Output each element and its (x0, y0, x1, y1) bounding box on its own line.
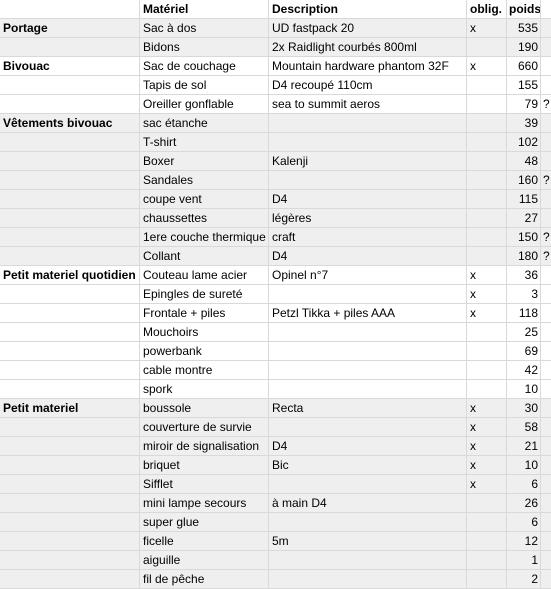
poids-cell[interactable]: 3 (506, 285, 540, 303)
poids-cell[interactable]: 6 (506, 513, 540, 531)
table-row (0, 304, 551, 323)
category-cell[interactable] (0, 38, 138, 56)
category-cell[interactable] (0, 513, 138, 531)
poids-cell[interactable]: 190 (506, 38, 540, 56)
description-cell[interactable] (268, 551, 466, 569)
table-row (0, 342, 551, 361)
description-cell[interactable]: craft (268, 228, 466, 246)
materiel-cell[interactable]: cable montre (139, 361, 268, 379)
materiel-cell[interactable]: powerbank (139, 342, 268, 360)
description-cell[interactable] (268, 475, 466, 493)
materiel-cell[interactable]: Frontale + piles (139, 304, 268, 322)
category-cell[interactable] (0, 95, 138, 113)
header-materiel-cell[interactable]: Matériel (139, 0, 268, 18)
category-cell[interactable] (0, 285, 138, 303)
poids-cell[interactable]: 12 (506, 532, 540, 550)
category-cell[interactable] (0, 361, 138, 379)
note-cell[interactable] (540, 190, 551, 208)
note-cell[interactable] (540, 494, 551, 512)
description-cell[interactable] (268, 513, 466, 531)
materiel-cell[interactable]: fil de pêche (139, 570, 268, 588)
note-cell[interactable]: ? (540, 247, 551, 265)
table-row (0, 494, 551, 513)
materiel-cell[interactable]: mini lampe secours (139, 494, 268, 512)
category-cell[interactable] (0, 380, 138, 398)
note-cell[interactable] (540, 323, 551, 341)
category-cell[interactable] (0, 342, 138, 360)
description-cell[interactable]: D4 (268, 247, 466, 265)
description-cell[interactable]: sea to summit aeros (268, 95, 466, 113)
header-row (0, 0, 551, 19)
category-cell[interactable] (0, 133, 138, 151)
description-cell[interactable]: légères (268, 209, 466, 227)
poids-cell[interactable]: 10 (506, 456, 540, 474)
note-cell[interactable] (540, 361, 551, 379)
poids-cell[interactable]: 30 (506, 399, 540, 417)
category-cell[interactable] (0, 475, 138, 493)
note-cell[interactable] (540, 19, 551, 37)
note-cell[interactable] (540, 380, 551, 398)
poids-cell[interactable]: 660 (506, 57, 540, 75)
note-cell[interactable] (540, 437, 551, 455)
materiel-cell[interactable]: miroir de signalisation (139, 437, 268, 455)
materiel-cell[interactable]: spork (139, 380, 268, 398)
materiel-cell[interactable]: Sac à dos (139, 19, 268, 37)
table-row (0, 247, 551, 266)
category-cell[interactable] (0, 456, 138, 474)
materiel-cell[interactable]: chaussettes (139, 209, 268, 227)
materiel-cell[interactable]: Collant (139, 247, 268, 265)
oblig-cell[interactable]: x (466, 285, 506, 303)
category-cell[interactable]: Petit materiel (3, 401, 79, 415)
note-cell[interactable]: ? (540, 95, 551, 113)
materiel-cell[interactable]: Epingles de sureté (139, 285, 268, 303)
oblig-cell[interactable] (466, 209, 506, 227)
category-cell[interactable] (0, 171, 138, 189)
description-cell[interactable]: Recta (268, 399, 466, 417)
poids-cell[interactable]: 155 (506, 76, 540, 94)
poids-cell[interactable]: 27 (506, 209, 540, 227)
note-cell[interactable] (540, 532, 551, 550)
table-row (0, 209, 551, 228)
category-cell[interactable] (0, 247, 138, 265)
poids-cell[interactable]: 535 (506, 19, 540, 37)
category-cell[interactable] (0, 152, 138, 170)
table-row (0, 57, 551, 76)
table-row (0, 418, 551, 437)
table-row (0, 95, 551, 114)
description-cell[interactable]: Kalenji (268, 152, 466, 170)
poids-cell[interactable]: 25 (506, 323, 540, 341)
description-cell[interactable]: 2x Raidlight courbés 800ml (268, 38, 466, 56)
table-row (0, 475, 551, 494)
note-cell[interactable] (540, 266, 551, 284)
materiel-cell[interactable]: briquet (139, 456, 268, 474)
oblig-cell[interactable] (466, 513, 506, 531)
poids-cell[interactable]: 150 (506, 228, 540, 246)
description-cell[interactable] (268, 380, 466, 398)
category-cell[interactable] (0, 494, 138, 512)
note-cell[interactable] (540, 551, 551, 569)
note-cell[interactable] (540, 475, 551, 493)
note-cell[interactable] (540, 418, 551, 436)
materiel-cell[interactable]: Mouchoirs (139, 323, 268, 341)
note-cell[interactable] (540, 399, 551, 417)
category-cell[interactable] (0, 532, 138, 550)
materiel-cell[interactable]: Sifflet (139, 475, 268, 493)
header-note-cell[interactable] (540, 0, 551, 18)
oblig-cell[interactable] (466, 114, 506, 132)
oblig-cell[interactable]: x (466, 418, 506, 436)
description-cell[interactable] (268, 342, 466, 360)
description-cell[interactable]: UD fastpack 20 (268, 19, 466, 37)
oblig-cell[interactable] (466, 133, 506, 151)
poids-cell[interactable]: 2 (506, 570, 540, 588)
description-cell[interactable] (268, 570, 466, 588)
oblig-cell[interactable] (466, 95, 506, 113)
table-row (0, 133, 551, 152)
description-cell[interactable]: Petzl Tikka + piles AAA (268, 304, 466, 322)
oblig-cell[interactable] (466, 532, 506, 550)
note-cell[interactable] (540, 114, 551, 132)
category-cell[interactable] (0, 190, 138, 208)
poids-cell[interactable]: 10 (506, 380, 540, 398)
oblig-cell[interactable] (466, 38, 506, 56)
poids-cell[interactable]: 42 (506, 361, 540, 379)
oblig-cell[interactable] (466, 228, 506, 246)
table-row (0, 513, 551, 532)
poids-cell[interactable]: 79 (506, 95, 540, 113)
poids-cell[interactable]: 160 (506, 171, 540, 189)
oblig-cell[interactable] (466, 551, 506, 569)
table-row (0, 19, 551, 38)
oblig-cell[interactable]: x (466, 57, 506, 75)
oblig-cell[interactable]: x (466, 399, 506, 417)
description-cell[interactable]: 5m (268, 532, 466, 550)
oblig-cell[interactable]: x (466, 475, 506, 493)
description-cell[interactable] (268, 133, 466, 151)
category-cell[interactable] (0, 228, 138, 246)
note-cell[interactable] (540, 152, 551, 170)
materiel-cell[interactable]: coupe vent (139, 190, 268, 208)
description-cell[interactable]: Bic (268, 456, 466, 474)
materiel-cell[interactable]: Couteau lame acier (139, 266, 268, 284)
category-cell[interactable]: Vêtements bivouac (3, 116, 113, 130)
table-row (0, 456, 551, 475)
table-row (0, 114, 551, 133)
oblig-cell[interactable] (466, 247, 506, 265)
table-row (0, 152, 551, 171)
header-poids-cell[interactable]: poids (506, 0, 540, 18)
oblig-cell[interactable] (466, 380, 506, 398)
materiel-cell[interactable]: Oreiller gonflable (139, 95, 268, 113)
category-cell[interactable] (0, 323, 138, 341)
description-cell[interactable] (268, 361, 466, 379)
materiel-cell[interactable]: Bidons (139, 38, 268, 56)
poids-cell[interactable]: 118 (506, 304, 540, 322)
note-cell[interactable] (540, 285, 551, 303)
description-cell[interactable]: Opinel n°7 (268, 266, 466, 284)
category-cell[interactable] (0, 551, 138, 569)
header-category-cell[interactable] (0, 0, 138, 18)
note-cell[interactable] (540, 38, 551, 56)
poids-cell[interactable]: 58 (506, 418, 540, 436)
header-description-cell[interactable]: Description (268, 0, 466, 18)
materiel-cell[interactable]: boussole (139, 399, 268, 417)
materiel-cell[interactable]: Boxer (139, 152, 268, 170)
oblig-cell[interactable] (466, 361, 506, 379)
materiel-cell[interactable]: Sandales (139, 171, 268, 189)
description-cell[interactable]: Mountain hardware phantom 32F (268, 57, 466, 75)
category-cell[interactable] (0, 570, 138, 588)
materiel-cell[interactable]: ficelle (139, 532, 268, 550)
table-row (0, 437, 551, 456)
oblig-cell[interactable] (466, 76, 506, 94)
note-cell[interactable] (540, 76, 551, 94)
materiel-cell[interactable]: 1ere couche thermique (139, 228, 268, 246)
table-row (0, 190, 551, 209)
category-cell[interactable] (0, 76, 138, 94)
poids-cell[interactable]: 102 (506, 133, 540, 151)
materiel-cell[interactable]: couverture de survie (139, 418, 268, 436)
note-cell[interactable] (540, 57, 551, 75)
table-row (0, 171, 551, 190)
poids-cell[interactable]: 1 (506, 551, 540, 569)
description-cell[interactable] (268, 114, 466, 132)
materiel-cell[interactable]: Tapis de sol (139, 76, 268, 94)
table-row (0, 285, 551, 304)
oblig-cell[interactable] (466, 152, 506, 170)
oblig-cell[interactable] (466, 190, 506, 208)
table-row (0, 323, 551, 342)
oblig-cell[interactable] (466, 342, 506, 360)
description-cell[interactable] (268, 323, 466, 341)
table-row (0, 532, 551, 551)
poids-cell[interactable]: 26 (506, 494, 540, 512)
category-cell[interactable] (0, 437, 138, 455)
poids-cell[interactable]: 69 (506, 342, 540, 360)
category-cell[interactable] (0, 304, 138, 322)
materiel-cell[interactable]: Sac de couchage (139, 57, 268, 75)
note-cell[interactable] (540, 133, 551, 151)
oblig-cell[interactable]: x (466, 437, 506, 455)
oblig-cell[interactable]: x (466, 456, 506, 474)
oblig-cell[interactable]: x (466, 304, 506, 322)
note-cell[interactable]: ? (540, 228, 551, 246)
description-cell[interactable] (268, 418, 466, 436)
poids-cell[interactable]: 115 (506, 190, 540, 208)
materiel-cell[interactable]: aiguille (139, 551, 268, 569)
table-row (0, 38, 551, 57)
note-cell[interactable] (540, 513, 551, 531)
description-cell[interactable]: D4 (268, 190, 466, 208)
category-cell[interactable]: Portage (3, 21, 48, 35)
poids-cell[interactable]: 36 (506, 266, 540, 284)
description-cell[interactable]: à main D4 (268, 494, 466, 512)
poids-cell[interactable]: 180 (506, 247, 540, 265)
category-cell[interactable]: Petit materiel quotidien (3, 268, 136, 282)
note-cell[interactable] (540, 342, 551, 360)
materiel-cell[interactable]: T-shirt (139, 133, 268, 151)
oblig-cell[interactable] (466, 570, 506, 588)
note-cell[interactable] (540, 209, 551, 227)
table-row (0, 551, 551, 570)
table-row (0, 380, 551, 399)
table-row (0, 76, 551, 95)
poids-cell[interactable]: 39 (506, 114, 540, 132)
note-cell[interactable] (540, 570, 551, 588)
table-row (0, 361, 551, 380)
table-row (0, 266, 551, 285)
category-cell[interactable] (0, 209, 138, 227)
table-row (0, 570, 551, 589)
oblig-cell[interactable] (466, 171, 506, 189)
poids-cell[interactable]: 6 (506, 475, 540, 493)
description-cell[interactable]: D4 recoupé 110cm (268, 76, 466, 94)
description-cell[interactable] (268, 171, 466, 189)
table-row (0, 228, 551, 247)
category-cell[interactable]: Bivouac (3, 59, 50, 73)
materiel-cell[interactable]: sac étanche (139, 114, 268, 132)
oblig-cell[interactable]: x (466, 19, 506, 37)
table-body (0, 19, 551, 589)
oblig-cell[interactable]: x (466, 266, 506, 284)
note-cell[interactable] (540, 456, 551, 474)
description-cell[interactable] (268, 285, 466, 303)
poids-cell[interactable]: 21 (506, 437, 540, 455)
note-cell[interactable]: ? (540, 171, 551, 189)
description-cell[interactable]: D4 (268, 437, 466, 455)
oblig-cell[interactable] (466, 494, 506, 512)
materiel-cell[interactable]: super glue (139, 513, 268, 531)
poids-cell[interactable]: 48 (506, 152, 540, 170)
header-oblig-cell[interactable]: oblig. (466, 0, 506, 18)
table-row (0, 399, 551, 418)
oblig-cell[interactable] (466, 323, 506, 341)
category-cell[interactable] (0, 418, 138, 436)
note-cell[interactable] (540, 304, 551, 322)
